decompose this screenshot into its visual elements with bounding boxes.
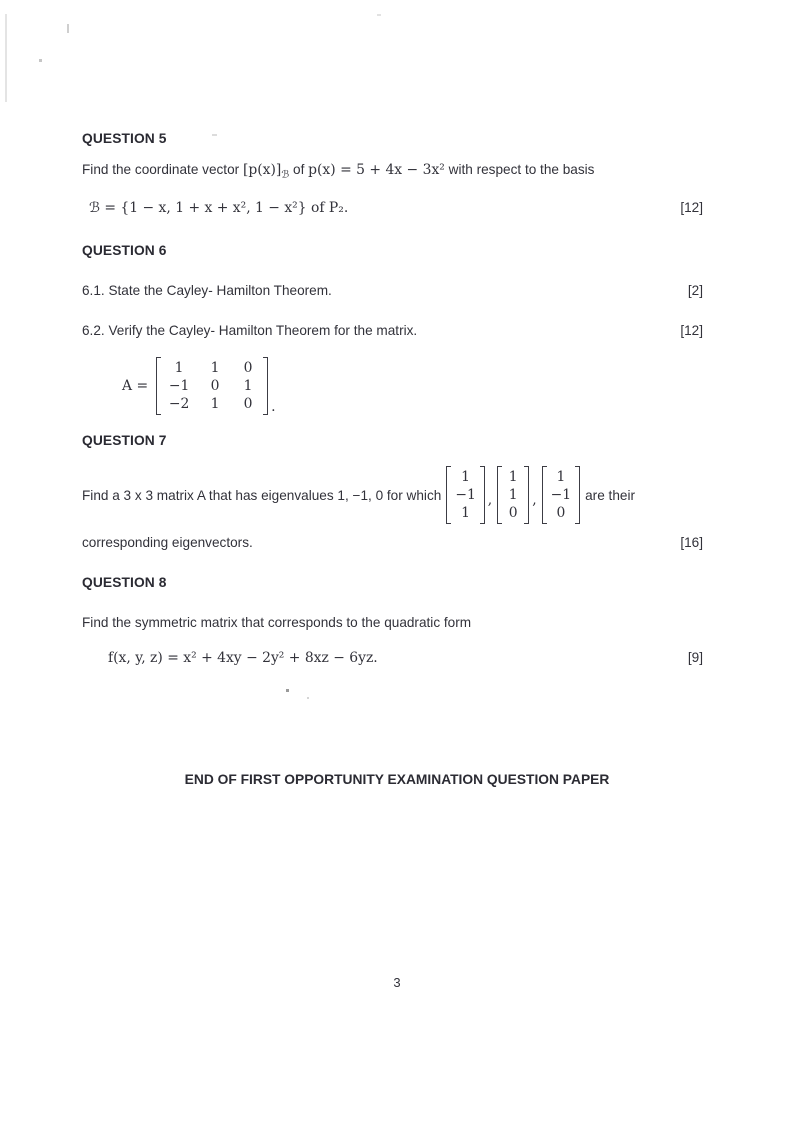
question-5-intro (82, 160, 722, 180)
q5-basis-set: ℬ = {1 − x, 1 + x + x², 1 − x²} of P₂. (89, 200, 349, 216)
q8-quadratic-form: f(x, y, z) = x² + 4xy − 2y² + 8xz − 6yz. (108, 650, 378, 666)
question-5-basis-line (82, 200, 703, 216)
scan-artifact (307, 697, 309, 699)
matrix-bracket-right (575, 466, 580, 524)
vector-separator: , (532, 492, 537, 508)
eigenvector-2-cells (502, 466, 524, 524)
q6-item1-text: 6.1. State the Cayley- Hamilton Theorem. (82, 283, 332, 298)
q6-item2-marks: [12] (680, 323, 703, 338)
matrix-cell: −1 (455, 487, 476, 503)
q7-marks: [16] (680, 535, 703, 550)
matrix-cell: 0 (556, 505, 566, 521)
matrix-cell: −1 (168, 378, 190, 394)
matrix-a-label: A = (122, 378, 149, 394)
eigenvector-1 (446, 466, 484, 524)
matrix-cell: 1 (461, 469, 470, 485)
question-8-intro (82, 613, 722, 632)
q6-item2-text: 6.2. Verify the Cayley- Hamilton Theorem for the matrix. (82, 323, 418, 338)
scan-artifact (377, 14, 381, 16)
matrix-cell: 1 (508, 469, 518, 485)
q7-intro-text: Find a 3 x 3 matrix A that has eigenvalues 1, −1, 0 for which (82, 487, 442, 503)
eigenvector-1-cells (451, 466, 479, 524)
matrix-cell: −2 (168, 396, 190, 412)
matrix-cell: 1 (508, 487, 518, 503)
eigenvector-2 (497, 466, 529, 524)
question-8-equation-line (82, 650, 703, 666)
matrix-a (156, 357, 268, 415)
q8-intro-text: Find the symmetric matrix that corresponds to the quadratic form (82, 615, 472, 630)
q8-marks: [9] (687, 650, 703, 665)
matrix-cell: 1 (461, 505, 470, 521)
question-6-heading: QUESTION 6 (82, 243, 167, 258)
matrix-bracket-right (524, 466, 529, 524)
matrix-bracket-right (480, 466, 485, 524)
q6-item1-marks: [2] (687, 283, 703, 298)
matrix-cell: −1 (550, 487, 572, 503)
eigenvector-3 (542, 466, 580, 524)
scan-artifact (39, 59, 42, 62)
page-number: 3 (393, 975, 401, 990)
matrix-cell: 1 (210, 396, 220, 412)
end-of-paper-notice: END OF FIRST OPPORTUNITY EXAMINATION QUESTION PAPER (184, 772, 610, 787)
question-6-item-1 (82, 283, 703, 298)
question-7-line-2 (82, 535, 703, 550)
q5-polynomial-expression: p(x) = 5 + 4x − 3x² (308, 162, 445, 178)
question-7-intro-line (82, 466, 635, 524)
matrix-a-period: . (271, 399, 276, 415)
eigenvector-3-cells (547, 466, 575, 524)
matrix-a-block (122, 357, 276, 415)
question-5-heading: QUESTION 5 (82, 131, 167, 146)
q5-intro-text-c: with respect to the basis (444, 162, 595, 177)
question-8-heading: QUESTION 8 (82, 575, 167, 590)
question-7-heading: QUESTION 7 (82, 433, 167, 448)
q5-marks: [12] (680, 200, 703, 215)
scan-artifact (5, 14, 7, 102)
question-6-item-2 (82, 323, 703, 338)
scan-artifact (67, 24, 69, 33)
q5-coordinate-vector-notation: [p(x)] (242, 162, 282, 178)
matrix-cell: 1 (210, 360, 220, 376)
matrix-a-cells (161, 357, 263, 415)
q5-basis-subscript: ℬ (281, 169, 290, 181)
q7-line2-text: corresponding eigenvectors. (82, 535, 253, 550)
q5-intro-text-b: of (289, 162, 309, 177)
matrix-cell: 0 (210, 378, 220, 394)
vector-separator: , (487, 492, 493, 508)
matrix-cell: 0 (243, 396, 253, 412)
matrix-cell: 0 (508, 505, 518, 521)
matrix-cell: 1 (174, 360, 184, 376)
q5-intro-text-a: Find the coordinate vector (82, 162, 243, 177)
scan-artifact (286, 689, 289, 692)
matrix-cell: 1 (556, 469, 566, 485)
matrix-cell: 0 (243, 360, 253, 376)
scan-artifact (212, 134, 217, 136)
matrix-bracket-right (263, 357, 268, 415)
q7-outro-text: are their (585, 487, 635, 503)
matrix-cell: 1 (243, 378, 253, 394)
